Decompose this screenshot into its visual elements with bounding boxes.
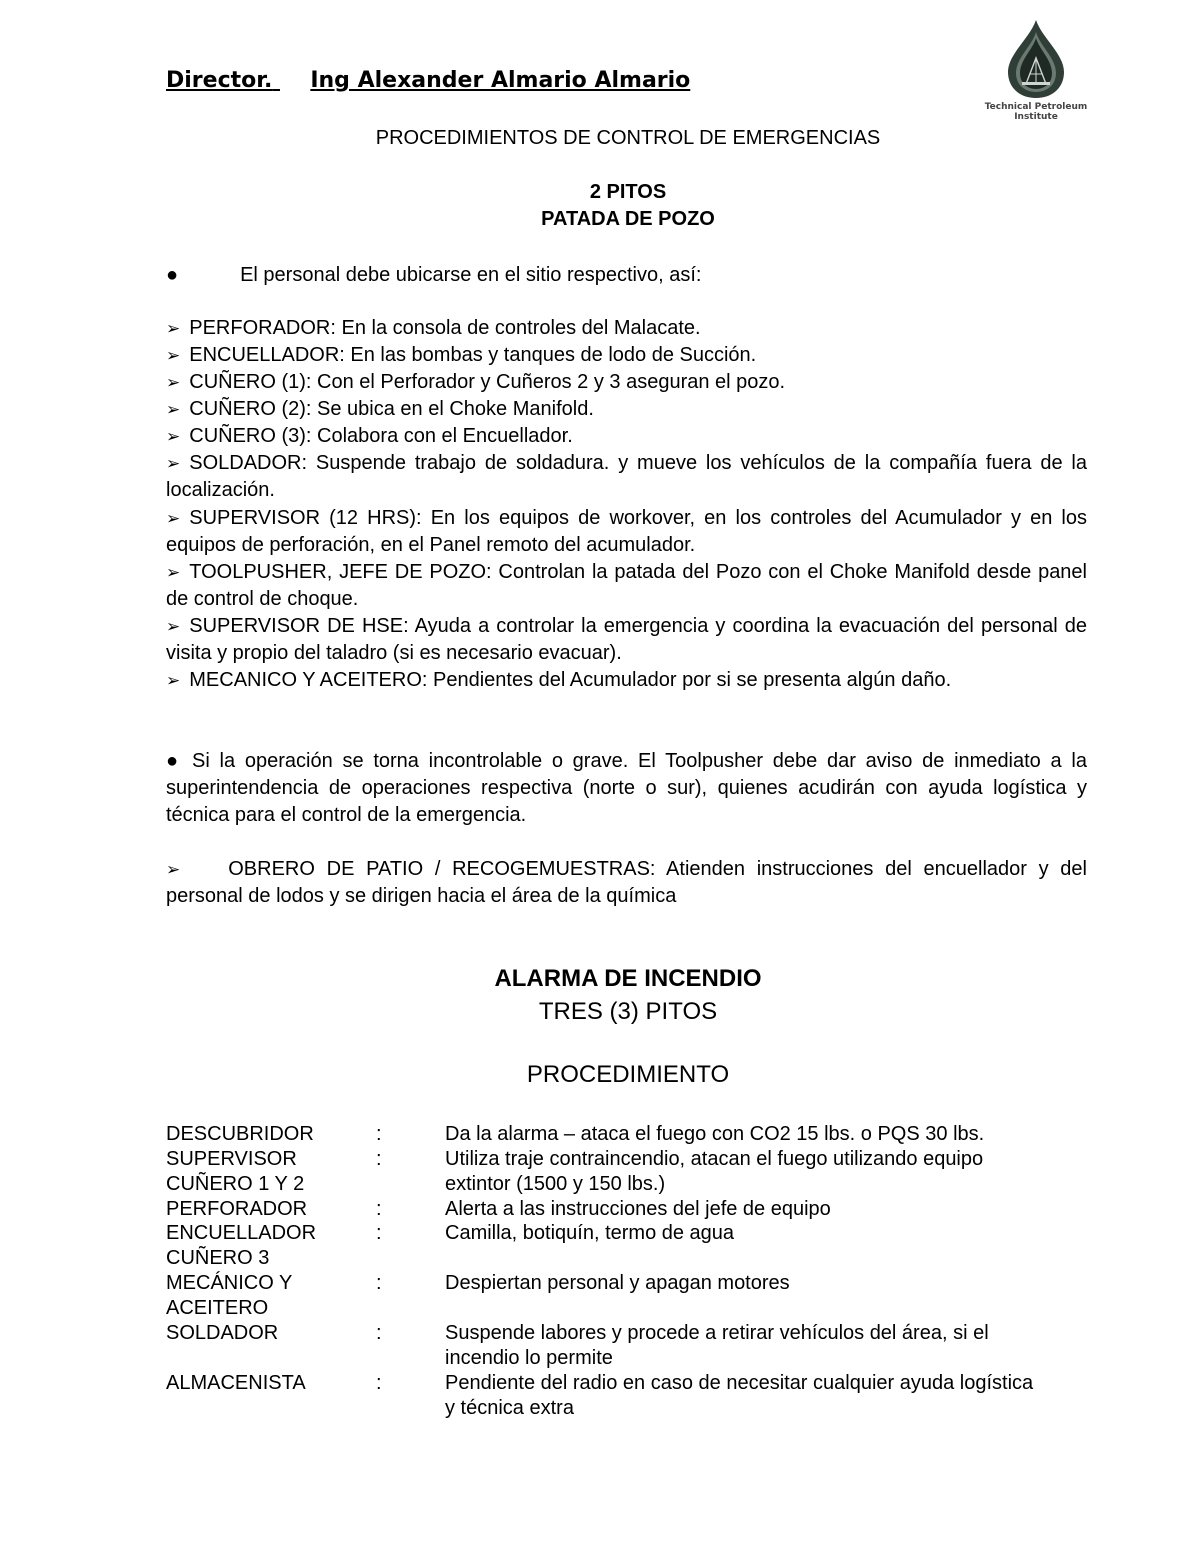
procedure-colon: :: [376, 1272, 382, 1294]
logo-text-line2: Institute: [1014, 112, 1058, 122]
list-item: [166, 450, 1087, 504]
procedure-role: SUPERVISOR CUÑERO 1 Y 2: [166, 1148, 305, 1195]
procedure-colon: :: [376, 1198, 382, 1220]
intro-line: [166, 262, 701, 289]
list-item: [166, 667, 1087, 694]
section2-heading-pitos: TRES (3) PITOS: [538, 998, 718, 1025]
arrow-bullet-icon: ➢: [166, 400, 181, 419]
logo-text-line1: Technical Petroleum: [984, 102, 1088, 112]
arrow-bullet-icon: ➢: [166, 860, 181, 879]
procedure-colon: :: [376, 1123, 382, 1145]
list-item-text: MECANICO Y ACEITERO: Pendientes del Acumulador por si se presenta algún daño.: [189, 669, 952, 691]
institute-logo: [980, 18, 1092, 126]
procedure-role: MECÁNICO Y ACEITERO: [166, 1272, 293, 1319]
list-item-text: SUPERVISOR DE HSE: Ayuda a controlar la emergencia y coordina la evacuación del personal de visita y propio del taladro (si es necesario evacuar).: [166, 615, 1087, 664]
list-item: [166, 505, 1087, 559]
list-item: [166, 396, 594, 423]
procedure-desc: Camilla, botiquín, termo de agua: [445, 1222, 735, 1244]
procedure-desc: Da la alarma – ataca el fuego con CO2 15 lbs. o PQS 30 lbs.: [445, 1123, 985, 1145]
procedure-colon: :: [376, 1322, 382, 1344]
list-item: [166, 369, 785, 396]
section2-heading-alarma: ALARMA DE INCENDIO: [494, 965, 762, 992]
procedure-role: PERFORADOR: [166, 1198, 308, 1220]
arrow-bullet-icon: ➢: [166, 617, 181, 636]
list-item-text: ENCUELLADOR: En las bombas y tanques de lodo de Succión.: [189, 344, 757, 366]
oil-drop-icon: [1004, 18, 1068, 100]
procedure-desc: Despiertan personal y apagan motores: [445, 1272, 790, 1294]
obrero-paragraph-text: OBRERO DE PATIO / RECOGEMUESTRAS: Atienden instrucciones del encuellador y del personal de lodos y se dirigen hacia el área de la química: [166, 858, 1087, 907]
grave-paragraph: [166, 748, 1087, 829]
procedure-colon: :: [376, 1148, 382, 1170]
grave-paragraph-text: Si la operación se torna incontrolable o grave. El Toolpusher debe dar aviso de inmediato a la superintendencia de operaciones respectiva (norte o sur), quienes acudirán con ayuda logística y técnica para el control de la emergencia.: [166, 750, 1087, 826]
section2-heading-procedimiento: PROCEDIMIENTO: [526, 1061, 730, 1088]
arrow-bullet-icon: ➢: [166, 319, 181, 338]
bullet-icon: ●: [166, 750, 183, 772]
procedure-role: SOLDADOR: [166, 1322, 279, 1344]
arrow-bullet-icon: ➢: [166, 454, 181, 473]
arrow-bullet-icon: ➢: [166, 346, 181, 365]
arrow-bullet-icon: ➢: [166, 671, 181, 690]
list-item-text: TOOLPUSHER, JEFE DE POZO: Controlan la patada del Pozo con el Choke Manifold desde panel de control de choque.: [166, 561, 1087, 610]
procedure-desc: Alerta a las instrucciones del jefe de equipo: [445, 1198, 831, 1220]
list-item: [166, 613, 1087, 667]
obrero-paragraph: [166, 856, 1087, 910]
intro-text: El personal debe ubicarse en el sitio respectivo, así:: [240, 264, 702, 286]
list-item: [166, 342, 756, 369]
bullet-icon: ●: [166, 264, 179, 286]
arrow-bullet-icon: ➢: [166, 563, 181, 582]
list-item: [166, 423, 573, 450]
arrow-bullet-icon: ➢: [166, 373, 181, 392]
procedure-desc: Pendiente del radio en caso de necesitar cualquier ayuda logística y técnica extra: [445, 1372, 1034, 1419]
list-item-text: PERFORADOR: En la consola de controles del Malacate.: [189, 317, 701, 339]
procedure-role: ALMACENISTA: [166, 1372, 306, 1394]
arrow-bullet-icon: ➢: [166, 509, 181, 528]
list-item: [166, 559, 1087, 613]
list-item-text: CUÑERO (3): Colabora con el Encuellador.: [189, 425, 573, 447]
list-item-text: SUPERVISOR (12 HRS): En los equipos de workover, en los controles del Acumulador y en los equipos de perforación, en el Panel remoto del acumulador.: [166, 507, 1087, 556]
list-item-text: CUÑERO (2): Se ubica en el Choke Manifold.: [189, 398, 594, 420]
director-line: [166, 68, 690, 93]
list-item: [166, 315, 701, 342]
procedure-role: ENCUELLADOR CUÑERO 3: [166, 1222, 317, 1269]
procedure-colon: :: [376, 1372, 382, 1394]
director-label: Director.: [166, 68, 273, 93]
section1-heading-patada: PATADA DE POZO: [541, 208, 715, 230]
section1-heading-pitos: 2 PITOS: [589, 181, 667, 203]
document-title: PROCEDIMIENTOS DE CONTROL DE EMERGENCIAS: [375, 127, 881, 149]
list-item-text: SOLDADOR: Suspende trabajo de soldadura. y mueve los vehículos de la compañía fuera de la localización.: [166, 452, 1087, 501]
procedure-desc: Utiliza traje contraincendio, atacan el fuego utilizando equipo extintor (1500 y 150 lbs.): [445, 1148, 984, 1195]
procedure-role: DESCUBRIDOR: [166, 1123, 314, 1145]
arrow-bullet-icon: ➢: [166, 427, 181, 446]
procedure-desc: Suspende labores y procede a retirar vehículos del área, si el incendio lo permite: [445, 1322, 989, 1369]
procedure-colon: :: [376, 1222, 382, 1244]
list-item-text: CUÑERO (1): Con el Perforador y Cuñeros 2 y 3 aseguran el pozo.: [189, 371, 786, 393]
director-name: Ing Alexander Almario Almario: [310, 68, 691, 93]
